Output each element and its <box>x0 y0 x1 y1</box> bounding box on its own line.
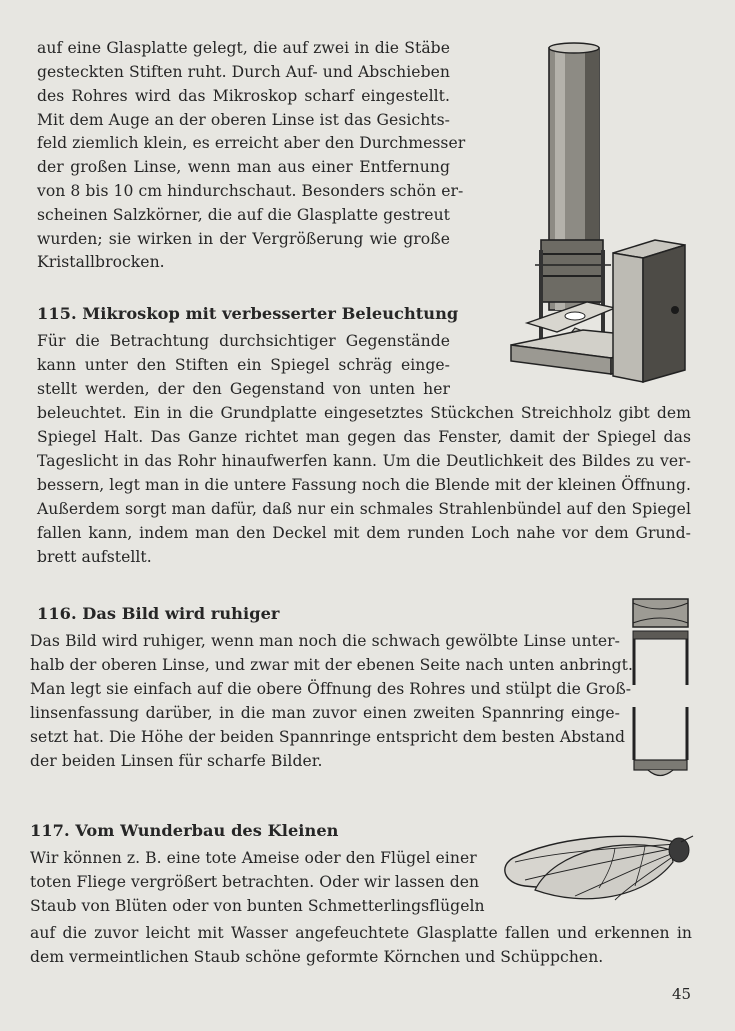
text-line: auf eine Glasplatte gelegt, die auf zwei in die Stäbe <box>37 39 450 57</box>
text-line: von 8 bis 10 cm hindurchschaut. Besonders schön er- <box>37 182 464 200</box>
text-line: setzt hat. Die Höhe der beiden Spannringe entspricht dem besten Abstand <box>30 728 626 746</box>
text-line: Staub von Blüten oder von bunten Schmetterlingsflügeln <box>30 897 485 915</box>
text-line: beleuchtet. Ein in die Grundplatte eingesetztes Stückchen Streichholz gibt dem <box>37 404 691 422</box>
text-line: Spiegel Halt. Das Ganze richtet man gegen das Fenster, damit der Spiegel das <box>37 428 691 446</box>
text-line: kann unter den Stiften ein Spiegel schräg einge- <box>37 356 450 374</box>
text-line: scheinen Salzkörner, die auf die Glasplatte gestreut <box>37 206 450 224</box>
text-line: Tageslicht in das Rohr hinaufwerfen kann. Um die Deutlichkeit des Bildes zu ver- <box>37 452 691 470</box>
text-line: fallen kann, indem man den Deckel mit dem runden Loch nahe vor dem Grund- <box>37 524 691 542</box>
text-line: linsenfassung darüber, in die man zuvor einen zweiten Spannring einge- <box>30 704 620 722</box>
text-line: Man legt sie einfach auf die obere Öffnung des Rohres und stülpt die Groß- <box>30 680 632 698</box>
section-heading-115: 115. Mikroskop mit verbesserter Beleuchtung <box>37 304 459 323</box>
section-heading-117: 117. Vom Wunderbau des Kleinen <box>30 821 339 840</box>
text-line: gesteckten Stiften ruht. Durch Auf- und Abschieben <box>37 63 450 81</box>
text-line: des Rohres wird das Mikroskop scharf eingestellt. <box>37 87 450 105</box>
text-line: der beiden Linsen für scharfe Bilder. <box>30 752 323 770</box>
text-line: halb der oberen Linse, und zwar mit der ebenen Seite nach unten anbringt. <box>30 656 633 674</box>
section-heading-116: 116. Das Bild wird ruhiger <box>37 604 280 623</box>
page-number: 45 <box>672 985 692 1003</box>
text-line: brett aufstellt. <box>37 548 152 566</box>
lens-mount-illustration <box>628 595 693 785</box>
text-line: dem vermeintlichen Staub schöne geformte Körnchen und Schüppchen. <box>30 948 604 966</box>
text-line: Wir können z. B. eine tote Ameise oder den Flügel einer <box>30 849 477 867</box>
text-line: auf die zuvor leicht mit Wasser angefeuchtete Glasplatte fallen und erkennen in <box>30 924 692 942</box>
text-line: Mit dem Auge an der oberen Linse ist das Gesichts- <box>37 111 450 129</box>
text-line: feld ziemlich klein, es erreicht aber den Durchmesser <box>37 134 466 152</box>
text-line: wurden; sie wirken in der Vergrößerung wie große <box>37 230 450 248</box>
text-line: Das Bild wird ruhiger, wenn man noch die schwach gewölbte Linse unter- <box>30 632 620 650</box>
text-line: der großen Linse, wenn man aus einer Entfernung <box>37 158 450 176</box>
microscope-illustration <box>505 40 705 385</box>
fly-wing-illustration <box>495 828 695 918</box>
text-line: stellt werden, der den Gegenstand von unten her <box>37 380 450 398</box>
text-line: Kristallbrocken. <box>37 253 165 271</box>
text-line: Außerdem sorgt man dafür, daß nur ein schmales Strahlenbündel auf den Spiegel <box>37 500 691 518</box>
text-line: bessern, legt man in die untere Fassung noch die Blende mit der kleinen Öffnung. <box>37 476 691 494</box>
text-line: Für die Betrachtung durchsichtiger Gegenstände <box>37 332 450 350</box>
text-line: toten Fliege vergrößert betrachten. Oder wir lassen den <box>30 873 480 891</box>
